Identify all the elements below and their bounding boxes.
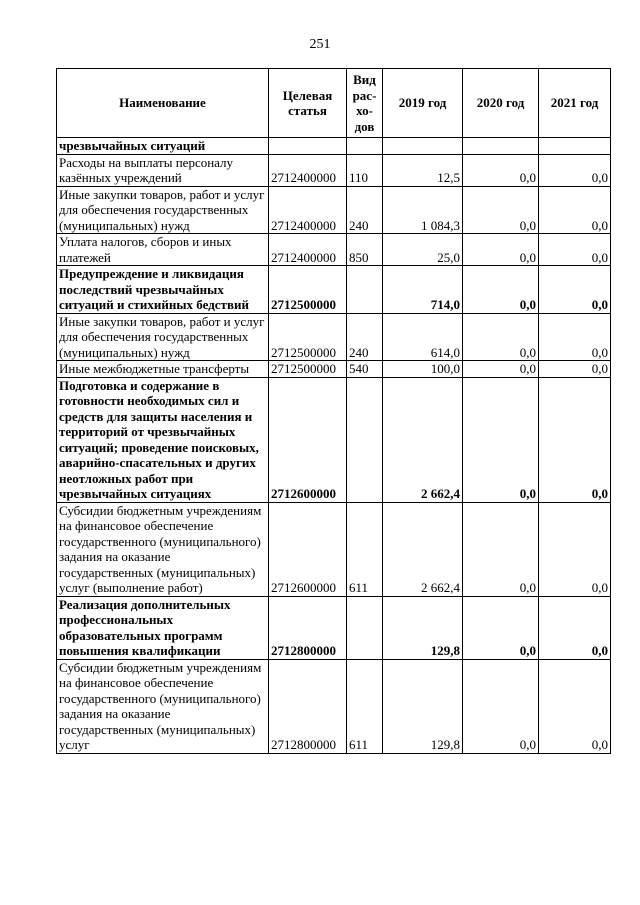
cell-target: 2712600000 [269, 377, 347, 502]
budget-table [56, 68, 611, 754]
cell-target: 2712800000 [269, 596, 347, 659]
cell-2019: 129,8 [383, 659, 463, 753]
cell-2019: 614,0 [383, 313, 463, 361]
cell-2021 [539, 138, 611, 155]
cell-2020: 0,0 [463, 266, 539, 314]
cell-type: 611 [347, 502, 383, 596]
cell-target [269, 138, 347, 155]
cell-name: Иные закупки товаров, работ и услуг для обеспечения государственных (муниципальных) нужд [57, 186, 269, 234]
header-2021: 2021 год [539, 69, 611, 138]
header-target: Целевая статья [269, 69, 347, 138]
cell-2019: 1 084,3 [383, 186, 463, 234]
cell-2020: 0,0 [463, 154, 539, 186]
table-row [57, 154, 611, 186]
cell-target: 2712500000 [269, 313, 347, 361]
cell-type: 240 [347, 186, 383, 234]
cell-2021: 0,0 [539, 313, 611, 361]
table-row [57, 313, 611, 361]
cell-target: 2712500000 [269, 361, 347, 378]
cell-name: Иные межбюджетные трансферты [57, 361, 269, 378]
cell-name: Подготовка и содержание в готовности необходимых сил и средств для защиты населения и территорий от чрезвычайных ситуаций; проведение поисковых, аварийно-спасательных и других неотложных работ при чрезвычайных ситуациях [57, 377, 269, 502]
cell-2019: 714,0 [383, 266, 463, 314]
cell-type: 611 [347, 659, 383, 753]
header-name: Наименование [57, 69, 269, 138]
cell-target: 2712400000 [269, 234, 347, 266]
cell-type [347, 596, 383, 659]
cell-type: 110 [347, 154, 383, 186]
page-number: 251 [309, 37, 331, 52]
table-row [57, 138, 611, 155]
cell-name: Уплата налогов, сборов и иных платежей [57, 234, 269, 266]
cell-2020: 0,0 [463, 502, 539, 596]
cell-2021: 0,0 [539, 234, 611, 266]
cell-type: 540 [347, 361, 383, 378]
cell-target: 2712400000 [269, 186, 347, 234]
cell-2021: 0,0 [539, 361, 611, 378]
table-row [57, 266, 611, 314]
cell-name: Расходы на выплаты персоналу казённых учреждений [57, 154, 269, 186]
cell-type: 240 [347, 313, 383, 361]
header-2019: 2019 год [383, 69, 463, 138]
cell-target: 2712400000 [269, 154, 347, 186]
cell-name: Иные закупки товаров, работ и услуг для обеспечения государственных (муниципальных) нужд [57, 313, 269, 361]
cell-target: 2712800000 [269, 659, 347, 753]
cell-2021: 0,0 [539, 186, 611, 234]
cell-type [347, 138, 383, 155]
cell-type [347, 266, 383, 314]
table-row [57, 659, 611, 753]
cell-2019: 129,8 [383, 596, 463, 659]
cell-2019: 2 662,4 [383, 377, 463, 502]
cell-2020: 0,0 [463, 313, 539, 361]
cell-2020 [463, 138, 539, 155]
cell-type: 850 [347, 234, 383, 266]
table-row [57, 596, 611, 659]
cell-2021: 0,0 [539, 377, 611, 502]
table-row [57, 377, 611, 502]
cell-2020: 0,0 [463, 377, 539, 502]
cell-target: 2712600000 [269, 502, 347, 596]
cell-2020: 0,0 [463, 234, 539, 266]
table-header-row [57, 69, 611, 138]
cell-2019: 100,0 [383, 361, 463, 378]
header-type: Вид рас- хо- дов [347, 69, 383, 138]
cell-name: Субсидии бюджетным учреждениям на финансовое обеспечение государственного (муниципального) задания на оказание государственных (муниципальных) услуг [57, 659, 269, 753]
cell-name: чрезвычайных ситуаций [57, 138, 269, 155]
table-row [57, 234, 611, 266]
cell-2021: 0,0 [539, 502, 611, 596]
cell-type [347, 377, 383, 502]
cell-2020: 0,0 [463, 186, 539, 234]
cell-2020: 0,0 [463, 596, 539, 659]
cell-2019: 25,0 [383, 234, 463, 266]
cell-2021: 0,0 [539, 596, 611, 659]
cell-name: Реализация дополнительных профессиональных образовательных программ повышения квалификации [57, 596, 269, 659]
header-2020: 2020 год [463, 69, 539, 138]
cell-2021: 0,0 [539, 659, 611, 753]
cell-2019: 12,5 [383, 154, 463, 186]
table-row [57, 186, 611, 234]
cell-2021: 0,0 [539, 154, 611, 186]
cell-2020: 0,0 [463, 659, 539, 753]
cell-2020: 0,0 [463, 361, 539, 378]
cell-name: Предупреждение и ликвидация последствий чрезвычайных ситуаций и стихийных бедствий [57, 266, 269, 314]
table-row [57, 502, 611, 596]
cell-2021: 0,0 [539, 266, 611, 314]
cell-name: Субсидии бюджетным учреждениям на финансовое обеспечение государственного (муниципального) задания на оказание государственных (муниципальных) услуг (выполнение работ) [57, 502, 269, 596]
cell-2019: 2 662,4 [383, 502, 463, 596]
cell-2019 [383, 138, 463, 155]
table-row [57, 361, 611, 378]
cell-target: 2712500000 [269, 266, 347, 314]
